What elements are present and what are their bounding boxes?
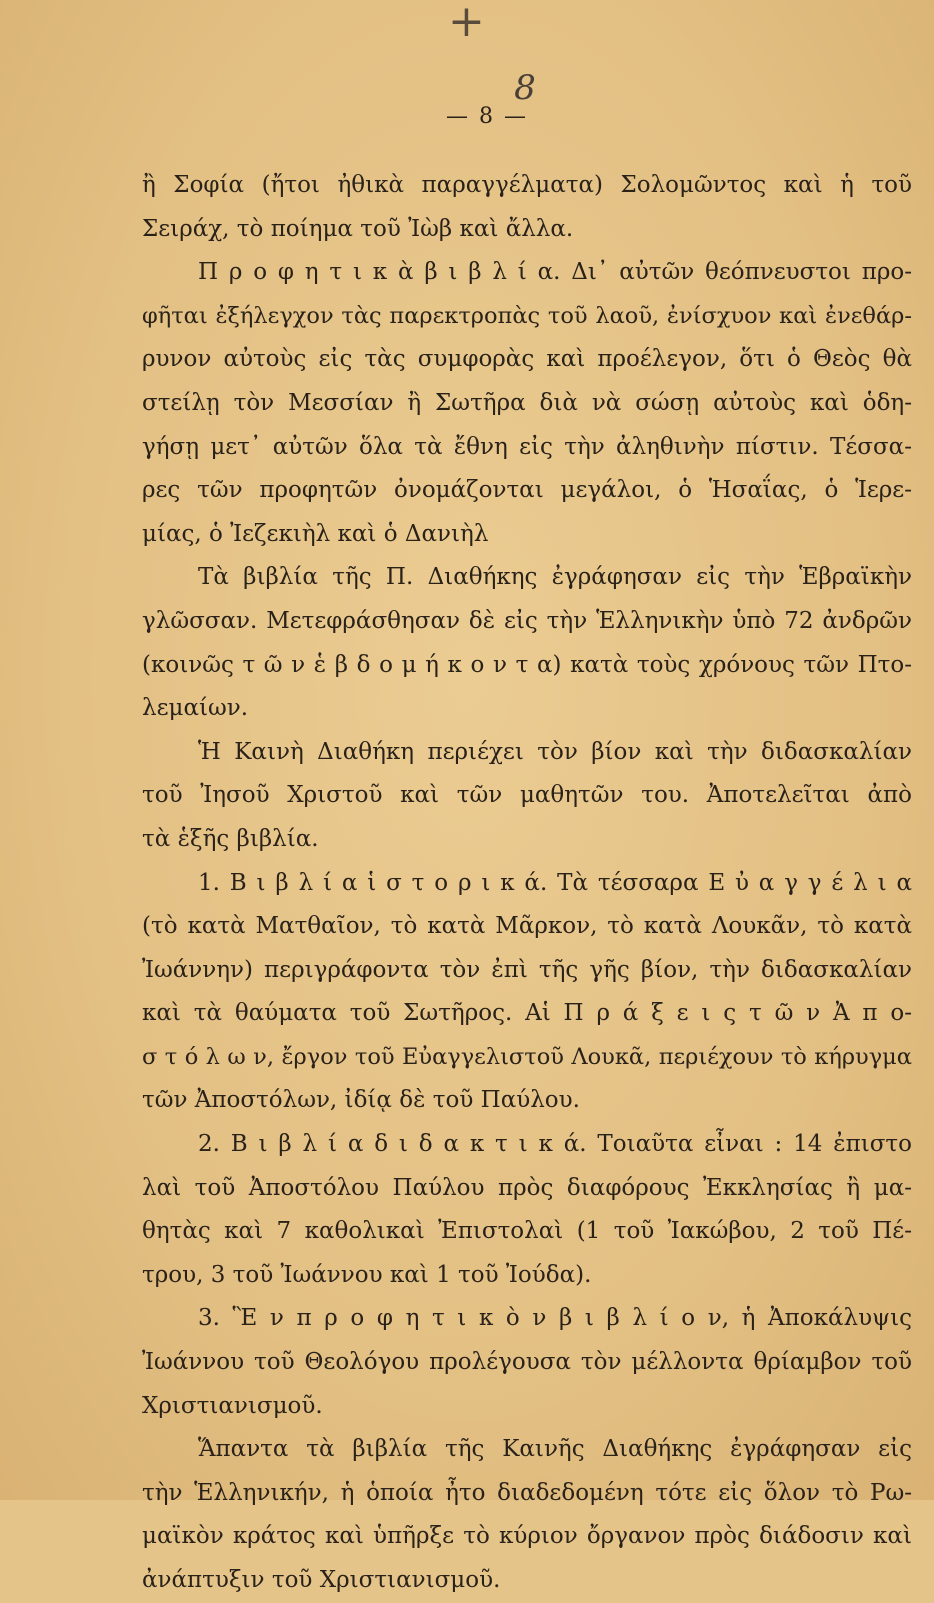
text-line: γλῶσσαν. Μετεφράσθησαν δὲ εἰς τὴν Ἑλληνικὴν ὑπὸ 72 ἀνδρῶν xyxy=(142,607,912,634)
text-line: Ἅπαντα τὰ βιβλία τῆς Καινῆς Διαθήκης ἐγράφησαν εἰς xyxy=(198,1436,912,1463)
text-line: (κοινῶς τ ῶ ν ἑ β δ ο μ ή κ ο ν τ α) κατὰ τοὺς χρόνους τῶν Πτο- xyxy=(142,651,912,678)
text-line: τὰ ἑξῆς βιβλία. xyxy=(142,825,319,852)
handwritten-page-number: 8 xyxy=(514,68,536,108)
text-line: ἀνάπτυξιν τοῦ Χριστιανισμοῦ. xyxy=(142,1567,501,1593)
text-line: τὴν Ἑλληνικήν, ἡ ὁποία ἦτο διαδεδομένη τότε εἰς ὅλον τὸ Ρω- xyxy=(142,1479,912,1506)
text-line: λαὶ τοῦ Ἀποστόλου Παύλου πρὸς διαφόρους Ἐκκλησίας ἢ μα- xyxy=(142,1174,912,1201)
text-line: τῶν Ἀποστόλων, ἰδίᾳ δὲ τοῦ Παύλου. xyxy=(142,1087,580,1114)
text-line: Ἰωάννην) περιγράφοντα τὸν ἐπὶ τῆς γῆς βίον, τὴν διδασκαλίαν xyxy=(142,956,912,983)
page-number: — 8 — xyxy=(446,104,528,129)
text-line: σ τ ό λ ω ν, ἔργον τοῦ Εὐαγγελιστοῦ Λουκᾶ, περιέχουν τὸ κήρυγμα xyxy=(142,1043,912,1070)
text-line: λεμαίων. xyxy=(142,695,249,722)
text-line: μίας, ὁ Ἰεζεκιὴλ καὶ ὁ Δανιὴλ xyxy=(142,520,489,547)
cross-mark: + xyxy=(448,0,485,47)
text-line: θητὰς καὶ 7 καθολικαὶ Ἐπιστολαὶ (1 τοῦ Ἰακώβου, 2 τοῦ Πέ- xyxy=(142,1218,912,1245)
text-line: 2. Β ι β λ ί α δ ι δ α κ τ ι κ ά. Τοιαῦτα εἶναι : 14 ἐπιστο xyxy=(198,1131,912,1158)
text-line: Π ρ ο φ η τ ι κ ὰ β ι β λ ί α. Δι᾿ αὐτῶν θεόπνευστοι προ- xyxy=(198,259,912,286)
text-line: στείλῃ τὸν Μεσσίαν ἢ Σωτῆρα διὰ νὰ σώσῃ αὐτοὺς καὶ ὁδη- xyxy=(142,389,912,416)
text-line: καὶ τὰ θαύματα τοῦ Σωτῆρος. Αἱ Π ρ ά ξ ε ι ς τ ῶ ν Ἀ π ο- xyxy=(142,1000,912,1027)
text-line: τρου, 3 τοῦ Ἰωάννου καὶ 1 τοῦ Ἰούδα). xyxy=(142,1261,592,1288)
text-line: Σειράχ, τὸ ποίημα τοῦ Ἰὼβ καὶ ἄλλα. xyxy=(142,215,574,242)
text-line: φῆται ἐξήλεγχον τὰς παρεκτροπὰς τοῦ λαοῦ, ἐνίσχυον καὶ ἐνεθάρ- xyxy=(142,302,912,329)
text-line: 1. Β ι β λ ί α ἱ σ τ ο ρ ι κ ά. Τὰ τέσσαρα Ε ὐ α γ γ έ λ ι α xyxy=(198,869,912,896)
text-line: μαϊκὸν κράτος καὶ ὑπῆρξε τὸ κύριον ὄργανον πρὸς διάδοσιν καὶ xyxy=(142,1523,912,1550)
text-line: ἢ Σοφία (ἤτοι ἠθικὰ παραγγέλματα) Σολομῶντος καὶ ἡ τοῦ xyxy=(142,172,912,198)
text-line: (τὸ κατὰ Ματθαῖον, τὸ κατὰ Μᾶρκον, τὸ κατὰ Λουκᾶν, τὸ κατὰ xyxy=(142,913,912,940)
text-line: Τὰ βιβλία τῆς Π. Διαθήκης ἐγράφησαν εἰς τὴν Ἑβραϊκὴν xyxy=(198,564,912,591)
text-line: τοῦ Ἰησοῦ Χριστοῦ καὶ τῶν μαθητῶν του. Ἀποτελεῖται ἀπὸ xyxy=(142,782,912,809)
text-line: ρες τῶν προφητῶν ὀνομάζονται μεγάλοι, ὁ Ἡσαΐας, ὁ Ἱερε- xyxy=(142,477,912,504)
text-line: γήσῃ μετ᾿ αὐτῶν ὅλα τὰ ἔθνη εἰς τὴν ἀληθινὴν πίστιν. Τέσσα- xyxy=(142,433,912,460)
text-line: Ἰωάννου τοῦ Θεολόγου προλέγουσα τὸν μέλλοντα θρίαμβον τοῦ xyxy=(142,1349,912,1376)
text-line: 3. Ἓ ν π ρ ο φ η τ ι κ ὸ ν β ι β λ ί ο ν, ἡ Ἀποκάλυψις xyxy=(198,1305,912,1332)
body-text xyxy=(142,164,912,1603)
text-line: Ἡ Καινὴ Διαθήκη περιέχει τὸν βίον καὶ τὴν διδασκαλίαν xyxy=(198,738,912,765)
text-line: ρυνον αὐτοὺς εἰς τὰς συμφορὰς καὶ προέλεγον, ὅτι ὁ Θεὸς θὰ xyxy=(142,346,912,373)
text-line: Χριστιανισμοῦ. xyxy=(142,1392,323,1419)
